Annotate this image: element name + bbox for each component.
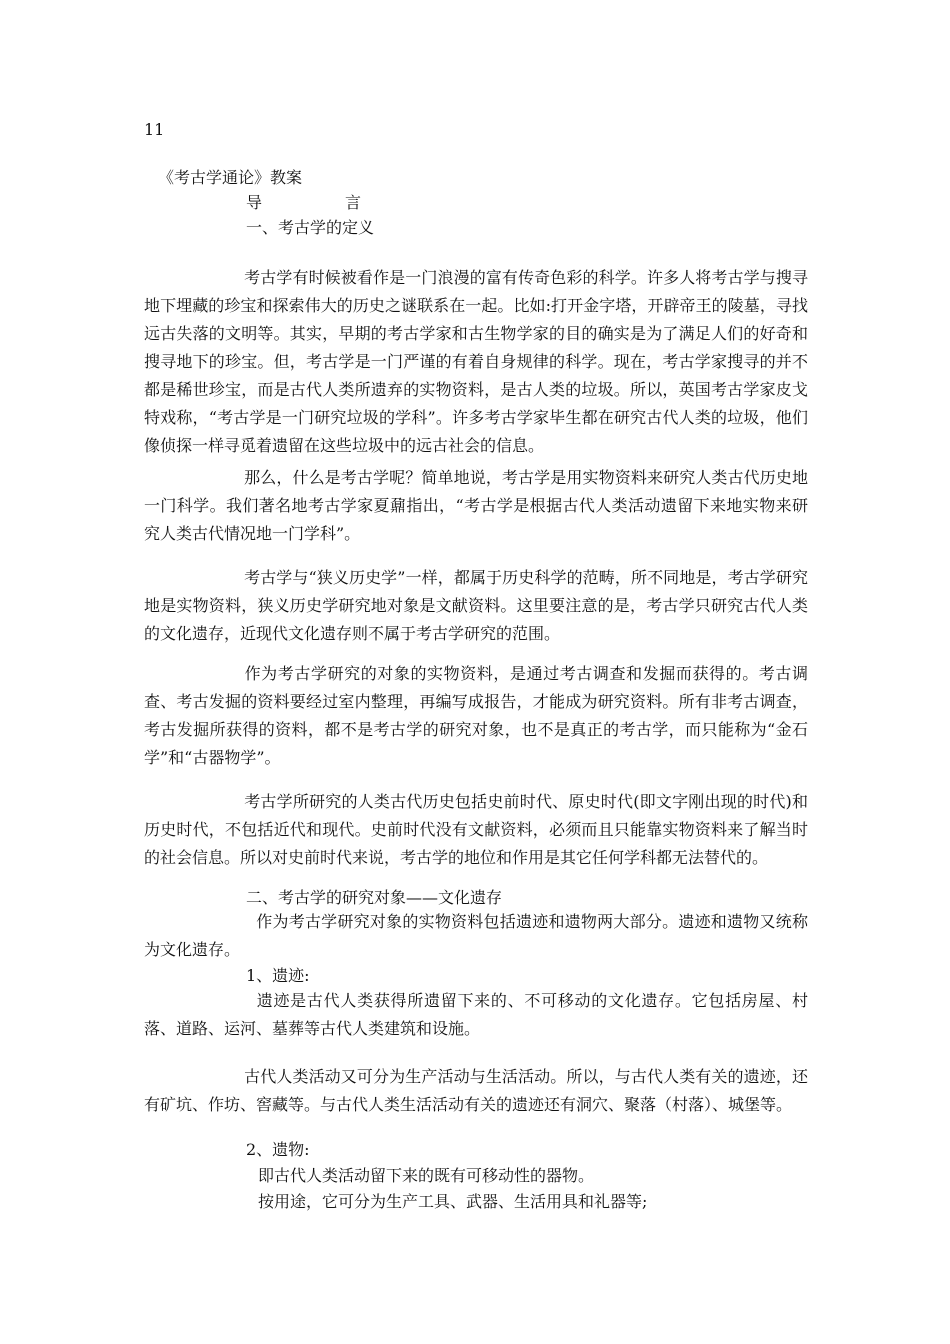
paragraph-section2: 作为考古学研究对象的实物资料包括遗迹和遗物两大部分。遗迹和遗物又统称为文化遗存。: [144, 912, 808, 959]
section1-heading: 一、考古学的定义: [246, 218, 375, 237]
paragraph-definition-3: 考古学与“狭义历史学”一样，都属于历史科学的范畴，所不同地是，考古学研究地是实物资料，狭义历史学研究地对象是文献资料。这里要注意的是，考古学只研究古代人类的文化遗存，近现代文化遗存则不属于考古学研究的范围。: [144, 568, 808, 643]
item2-line-2: 按用途，它可分为生产工具、武器、生活用具和礼器等;: [258, 1192, 648, 1211]
item2-heading: 2、遗物:: [246, 1140, 310, 1159]
intro-heading-char-1: 导: [246, 193, 263, 212]
page-number: 11: [144, 120, 165, 139]
item1-heading: 1、遗迹:: [246, 966, 310, 985]
intro-heading-char-2: 言: [345, 193, 362, 212]
paragraph-definition-5: 考古学所研究的人类古代历史包括史前时代、原史时代(即文字刚出现的时代)和历史时代，不包括近代和现代。史前时代没有文献资料，必须而且只能靠实物资料来了解当时的社会信息。所以对史前时代来说，考古学的地位和作用是其它任何学科都无法替代的。: [144, 792, 808, 867]
section2-heading: 二、考古学的研究对象——文化遗存: [246, 888, 503, 907]
paragraph-definition-4: 作为考古学研究的对象的实物资料，是通过考古调查和发掘而获得的。考古调查、考古发掘的资料要经过室内整理，再编写成报告，才能成为研究资料。所有非考古调查，考古发掘所获得的资料，都不是考古学的研究对象，也不是真正的考古学，而只能称为“金石学”和“古器物学”。: [144, 664, 808, 767]
document-title: 《考古学通论》教案: [158, 168, 303, 187]
paragraph-definition-1: 考古学有时候被看作是一门浪漫的富有传奇色彩的科学。许多人将考古学与搜寻地下埋藏的珍宝和探索伟大的历史之谜联系在一起。比如:打开金字塔，开辟帝王的陵墓，寻找远古失落的文明等。其实，早期的考古学家和古生物学家的目的确实是为了满足人们的好奇和搜寻地下的珍宝。但，考古学是一门严谨的有着自身规律的科学。现在，考古学家搜寻的并不都是稀世珍宝，而是古代人类所遗弃的实物资料，是古人类的垃圾。所以，英国考古学家皮戈特戏称，“考古学是一门研究垃圾的学科”。许多考古学家毕生都在研究古代人类的垃圾，他们像侦探一样寻觅着遗留在这些垃圾中的远古社会的信息。: [144, 268, 808, 455]
paragraph-item1-2: 古代人类活动又可分为生产活动与生活活动。所以，与古代人类有关的遗迹，还有矿坑、作坊、窖藏等。与古代人类生活活动有关的遗迹还有洞穴、聚落（村落）、城堡等。: [144, 1067, 808, 1114]
paragraph-definition-2: 那么，什么是考古学呢？简单地说，考古学是用实物资料来研究人类古代历史地一门科学。我们著名地考古学家夏鼐指出，“考古学是根据古代人类活动遗留下来地实物来研究人类古代情况地一门学科”。: [144, 468, 808, 543]
paragraph-item1: 遗迹是古代人类获得所遗留下来的、不可移动的文化遗存。它包括房屋、村落、道路、运河、墓葬等古代人类建筑和设施。: [144, 991, 808, 1038]
item2-line-1: 即古代人类活动留下来的既有可移动性的器物。: [258, 1166, 595, 1185]
